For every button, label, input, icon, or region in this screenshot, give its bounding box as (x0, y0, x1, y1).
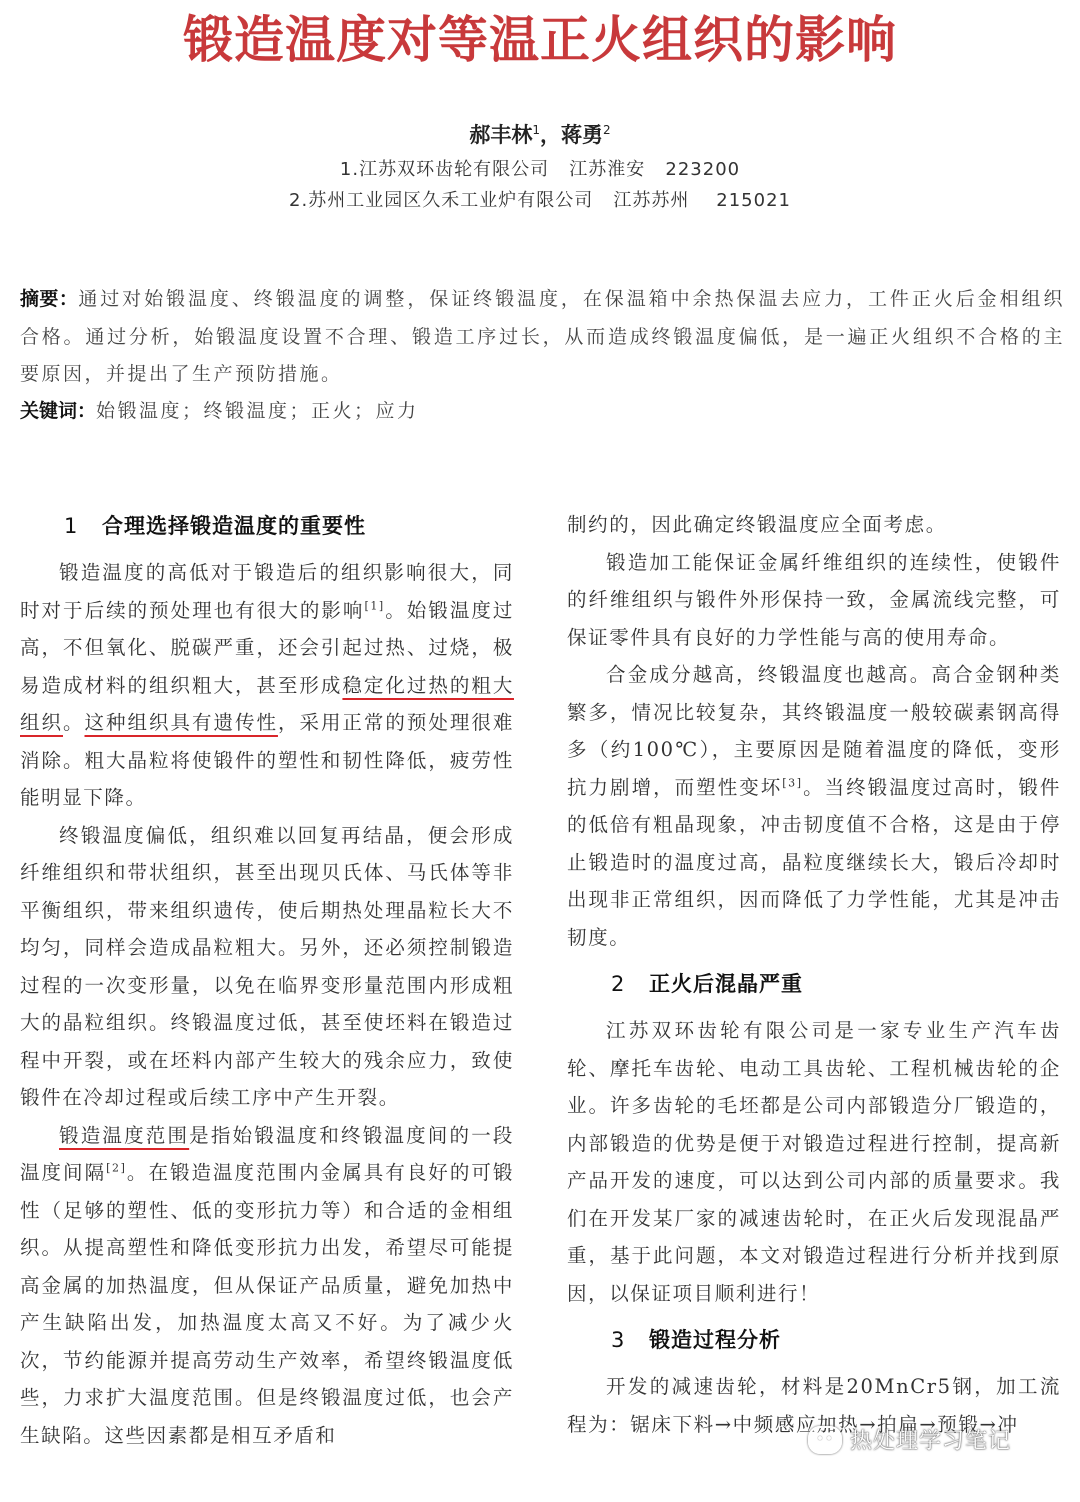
section-title: 正火后混晶严重 (649, 972, 803, 996)
text-run: 是指始锻温度和终锻温度间的一段温度间隔 (20, 1123, 514, 1184)
section-title: 合理选择锻造温度的重要性 (102, 514, 366, 538)
author-name: 郝丰林 (469, 123, 533, 147)
section-heading (567, 1320, 1061, 1366)
underlined-phrase: 锻造温度范围 (59, 1123, 190, 1147)
underlined-phrase: 这种组织具有遗传性 (84, 711, 278, 734)
author-name: 蒋勇 (561, 123, 603, 147)
wechat-icon (808, 1426, 842, 1454)
authors (0, 113, 1080, 152)
text-run: 。 (63, 711, 85, 734)
author-affil-mark: 1 (532, 123, 540, 137)
text-run: ，采用正常的预处理很难消除。粗大晶粒将使锻件的塑性和韧性降低，疲劳性能明显下降。 (20, 711, 514, 809)
citation: [3] (782, 776, 803, 789)
citation: [1] (364, 599, 385, 612)
section-number: 2 (611, 972, 626, 996)
paragraph: 制约的，因此确定终锻温度应全面考虑。 (567, 513, 947, 536)
section-heading (20, 506, 514, 552)
text-run: 。在锻造温度范围内金属具有良好的可锻性（足够的塑性、低的变形抗力等）和合适的金相组织。从提高塑性和降低变形抗力出发，希望尽可能提高金属的加热温度，但从保证产品质量，避免加热中产生缺陷出发，加热温度太高又不好。为了减少火次，节约能源并提高劳动生产效率，希望终锻温度低些，力求扩大温度范围。但是终锻温度过低，也会产生缺陷。这些因素都是相互矛盾和 (20, 1161, 514, 1447)
abstract (20, 281, 1065, 394)
affiliation: 2.苏州工业园区久禾工业炉有限公司 江苏苏州 215021 (289, 190, 791, 211)
text-run: 。当终锻温度过高时，锻件的低倍有粗晶现象，冲击韧度值不合格，这是由于停止锻造时的温度过高，晶粒度继续长大，锻后冷却时出现非正常组织，因而降低了力学性能，尤其是冲击韧度。 (567, 775, 1061, 949)
section-heading (567, 964, 1061, 1010)
watermark-text: 热处理学习笔记 (850, 1429, 1012, 1454)
abstract-text: 通过对始锻温度、终锻温度的调整，保证终锻温度，在保温箱中余热保温去应力，工件正火后金相组织合格。通过分析，始锻温度设置不合理、锻造工序过长，从而造成终锻温度偏低，是一遍正火组织不合格的主要原因，并提出了生产预防措施。 (20, 288, 1065, 385)
section-title: 锻造过程分析 (649, 1328, 781, 1352)
right-column (567, 506, 1061, 1443)
keywords-label: 关键词： (20, 400, 97, 422)
section-number: 3 (611, 1328, 626, 1352)
paper-title: 锻造温度对等温正火组织的影响 (183, 11, 897, 69)
keywords (20, 393, 1065, 431)
underlined-phrase: 稳定化过热的粗大组织 (20, 673, 514, 734)
paragraph: 江苏双环齿轮有限公司是一家专业生产汽车齿轮、摩托车齿轮、电动工具齿轮、工程机械齿轮的企业。许多齿轮的毛坯都是公司内部锻造分厂锻造的，内部锻造的优势是便于对锻造过程进行控制，提高新产品开发的速度，可以达到公司内部的质量要求。我们在开发某厂家的减速齿轮时，在正火后发现混晶严重，基于此问题，本文对锻造过程进行分析并找到原因，以保证项目顺利进行！ (567, 1019, 1061, 1305)
abstract-label: 摘要： (20, 288, 79, 310)
paragraph: 终锻温度偏低，组织难以回复再结晶，便会形成纤维组织和带状组织，甚至出现贝氏体、马氏体等非平衡组织，带来组织遗传，使后期热处理晶粒长大不均匀，同样会造成晶粒粗大。另外，还必须控制锻造过程的一次变形量，以免在临界变形量范围内形成粗大的晶粒组织。终锻温度过低，甚至使坯料在锻造过程中开裂，或在坯料内部产生较大的残余应力，致使锻件在冷却过程或后续工序中产生开裂。 (20, 823, 514, 1109)
left-column (20, 506, 514, 1454)
text-run: 。始锻温度过高，不但氧化、脱碳严重，还会引起过热、过烧，极易造成材料的组织粗大，甚至形成 (20, 598, 514, 697)
paragraph: 锻造加工能保证金属纤维组织的连续性，使锻件的纤维组织与锻件外形保持一致，金属流线完整，可保证零件具有良好的力学性能与高的使用寿命。 (567, 550, 1061, 649)
author-affil-mark: 2 (603, 123, 611, 137)
citation: [2] (106, 1161, 127, 1175)
section-number: 1 (64, 514, 79, 538)
text-run: 锻造温度的高低对于锻造后的组织影响很大，同时对于后续的预处理也有很大的影响 (20, 561, 514, 622)
keywords-text: 始锻温度；终锻温度；正火；应力 (96, 400, 419, 422)
watermark (808, 1424, 1011, 1455)
affiliation: 1.江苏双环齿轮有限公司 江苏淮安 223200 (339, 159, 741, 180)
paragraph (567, 656, 1061, 956)
text-run: 合金成分越高，终锻温度也越高。高合金钢种类繁多，情况比较复杂，其终锻温度一般较碳素钢高得多（约100℃），主要原因是随着温度的降低，变形抗力剧增，而塑性变坏 (567, 663, 1061, 799)
paragraph (20, 554, 514, 817)
paragraph (20, 1117, 514, 1455)
paragraph: 开发的减速齿轮，材料是20MnCr5钢，加工流程为：锯床下料→中频感应加热→拍扁→预锻→冲 (567, 1375, 1061, 1436)
author-separator: ， (540, 123, 561, 147)
